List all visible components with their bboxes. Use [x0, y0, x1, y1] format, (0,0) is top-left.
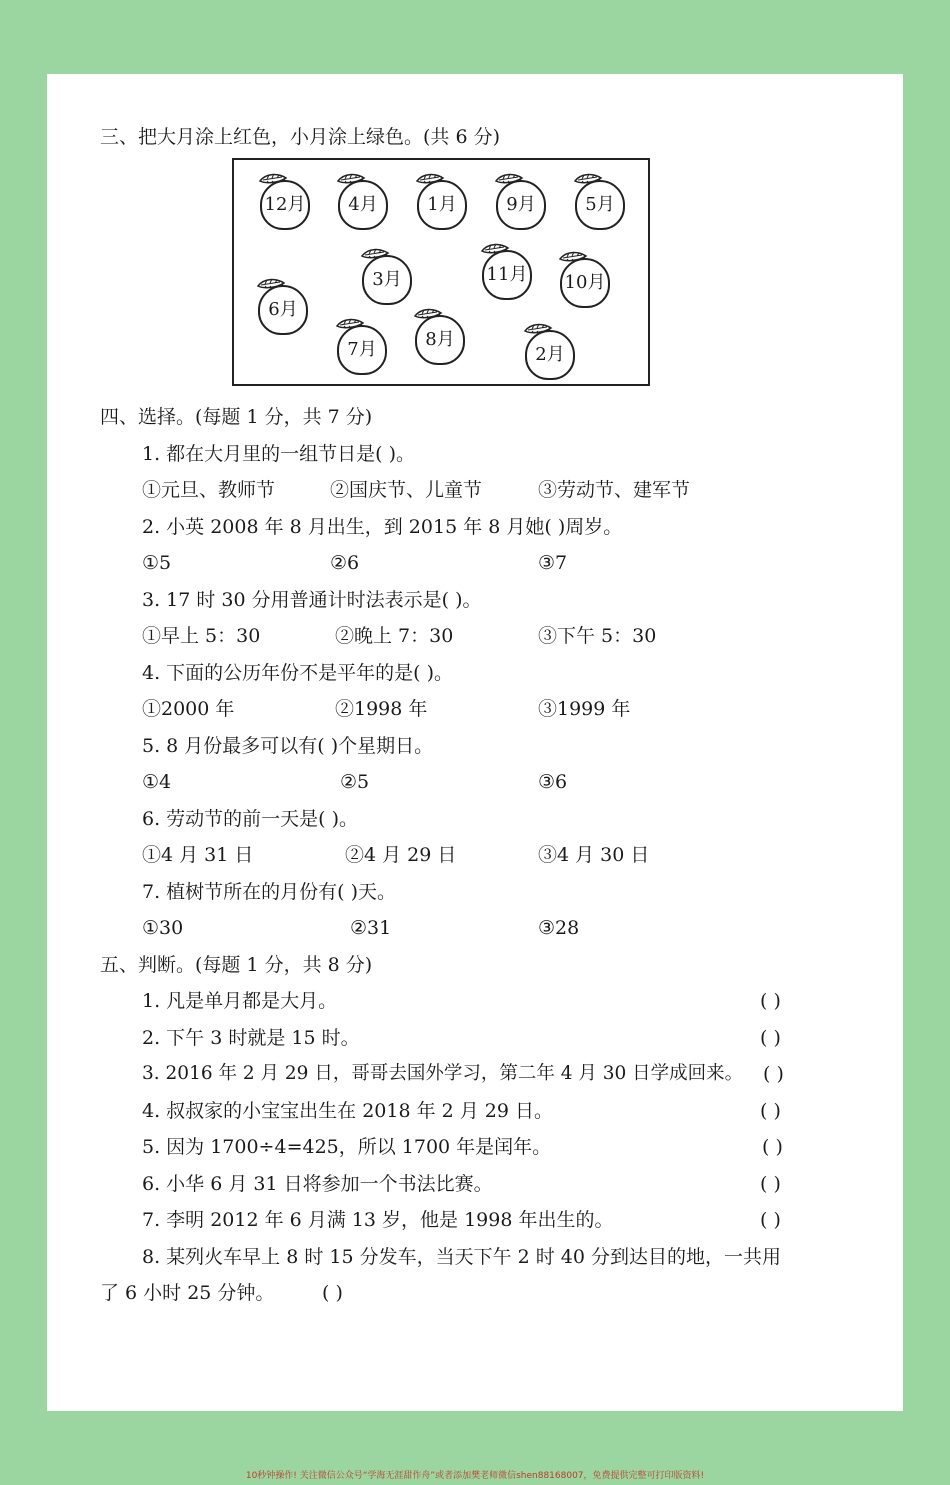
judge-item-5: 5. 因为 1700÷4=425，所以 1700 年是闰年。 — [142, 1136, 552, 1158]
q3-option-2: ②晚上 7：30 — [335, 625, 454, 647]
judge-item-8-cont: 了 6 小时 25 分钟。 — [100, 1282, 275, 1304]
apple-month[interactable]: 2月 — [525, 330, 575, 380]
section3-title: 三、把大月涂上红色，小月涂上绿色。(共 6 分) — [100, 126, 500, 148]
q6-option-1: ①4 月 31 日 — [142, 844, 254, 866]
q1-option-1: ①元旦、教师节 — [142, 479, 276, 501]
q7-option-2: ②31 — [350, 917, 392, 939]
q5-option-3: ③6 — [538, 771, 568, 793]
judge-item-3: 3. 2016 年 2 月 29 日，哥哥去国外学习，第二年 4 月 30 日学成回来。 — [142, 1063, 744, 1084]
q7-option-3: ③28 — [538, 917, 580, 939]
q1-option-3: ③劳动节、建军节 — [538, 479, 691, 501]
apple-month[interactable]: 11月 — [482, 250, 532, 300]
apple-month[interactable]: 7月 — [337, 325, 387, 375]
judge-item-6: 6. 小华 6 月 31 日将参加一个书法比赛。 — [142, 1173, 493, 1195]
question-7: 7. 植树节所在的月份有( )天。 — [142, 881, 397, 903]
judge-item-1: 1. 凡是单月都是大月。 — [142, 990, 338, 1012]
q2-option-3: ③7 — [538, 552, 568, 574]
question-5: 5. 8 月份最多可以有( )个星期日。 — [142, 735, 434, 757]
footer-note: 10秒钟操作! 关注微信公众号“学海无涯甜作舟”或者添加樊老师微信shen88168007，免费提供完整可打印版资料! — [245, 1471, 705, 1481]
apple-month[interactable]: 1月 — [417, 180, 467, 230]
apple-month[interactable]: 12月 — [260, 180, 310, 230]
q2-option-1: ①5 — [142, 552, 172, 574]
judge-item-2: 2. 下午 3 时就是 15 时。 — [142, 1027, 360, 1049]
apple-month[interactable]: 9月 — [496, 180, 546, 230]
judge-answer-5[interactable]: ( ) — [762, 1136, 783, 1158]
section5-title: 五、判断。(每题 1 分，共 8 分) — [100, 954, 373, 976]
section4-title: 四、选择。(每题 1 分，共 7 分) — [100, 406, 373, 428]
apple-month[interactable]: 3月 — [362, 255, 412, 305]
judge-answer-1[interactable]: ( ) — [760, 990, 781, 1012]
judge-answer-6[interactable]: ( ) — [760, 1173, 781, 1195]
q2-option-2: ②6 — [330, 552, 360, 574]
judge-item-4: 4. 叔叔家的小宝宝出生在 2018 年 2 月 29 日。 — [142, 1100, 554, 1122]
q7-option-1: ①30 — [142, 917, 184, 939]
q4-option-3: ③1999 年 — [538, 698, 631, 720]
q4-option-2: ②1998 年 — [335, 698, 428, 720]
q6-option-3: ③4 月 30 日 — [538, 844, 650, 866]
apple-month[interactable]: 5月 — [575, 180, 625, 230]
q1-option-2: ②国庆节、儿童节 — [330, 479, 483, 501]
q3-option-1: ①早上 5：30 — [142, 625, 261, 647]
q4-option-1: ①2000 年 — [142, 698, 235, 720]
question-2: 2. 小英 2008 年 8 月出生，到 2015 年 8 月她( )周岁。 — [142, 516, 623, 538]
judge-answer-4[interactable]: ( ) — [760, 1100, 781, 1122]
apple-month[interactable]: 6月 — [258, 285, 308, 335]
apple-month[interactable]: 10月 — [560, 258, 610, 308]
judge-answer-8[interactable]: ( ) — [322, 1282, 343, 1304]
judge-item-7: 7. 李明 2012 年 6 月满 13 岁，他是 1998 年出生的。 — [142, 1209, 614, 1231]
judge-answer-2[interactable]: ( ) — [760, 1027, 781, 1049]
apple-month[interactable]: 8月 — [415, 315, 465, 365]
q3-option-3: ③下午 5：30 — [538, 625, 657, 647]
q5-option-2: ②5 — [340, 771, 370, 793]
question-6: 6. 劳动节的前一天是( )。 — [142, 808, 359, 830]
apple-month[interactable]: 4月 — [338, 180, 388, 230]
judge-answer-3[interactable]: ( ) — [763, 1063, 784, 1085]
judge-item-8: 8. 某列火车早上 8 时 15 分发车，当天下午 2 时 40 分到达目的地，一共用 — [142, 1246, 782, 1268]
judge-answer-7[interactable]: ( ) — [760, 1209, 781, 1231]
q5-option-1: ①4 — [142, 771, 172, 793]
question-4: 4. 下面的公历年份不是平年的是( )。 — [142, 662, 454, 684]
question-3: 3. 17 时 30 分用普通计时法表示是( )。 — [142, 589, 482, 611]
q6-option-2: ②4 月 29 日 — [345, 844, 457, 866]
question-1: 1. 都在大月里的一组节日是( )。 — [142, 443, 416, 465]
